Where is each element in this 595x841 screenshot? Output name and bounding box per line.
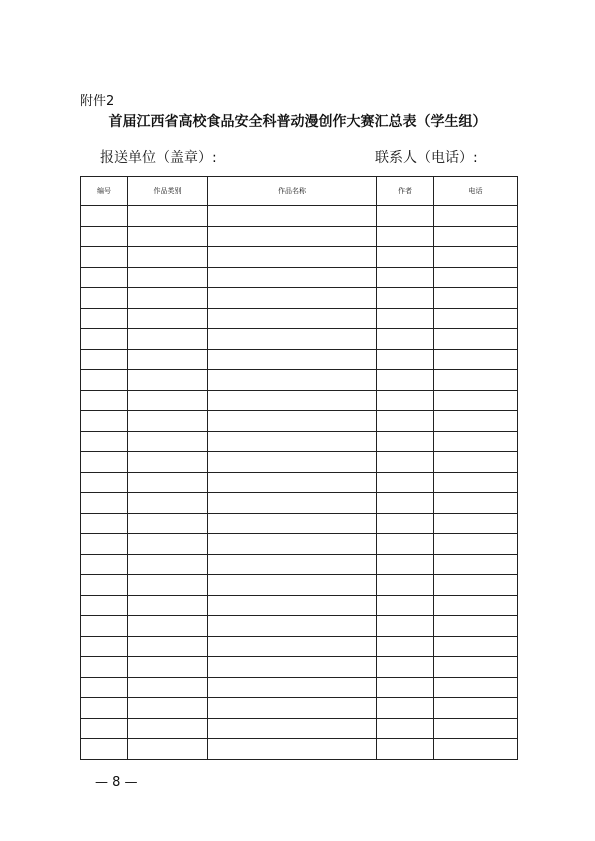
table-cell[interactable] xyxy=(208,226,377,247)
table-cell[interactable] xyxy=(128,677,208,698)
table-cell[interactable] xyxy=(434,247,518,268)
table-cell[interactable] xyxy=(434,226,518,247)
table-cell[interactable] xyxy=(128,636,208,657)
table-cell[interactable] xyxy=(208,554,377,575)
table-row xyxy=(81,575,518,596)
table-cell[interactable] xyxy=(434,616,518,637)
table-cell[interactable] xyxy=(208,308,377,329)
table-cell[interactable] xyxy=(377,411,434,432)
table-cell[interactable] xyxy=(128,226,208,247)
table-row xyxy=(81,308,518,329)
table-cell[interactable] xyxy=(128,493,208,514)
table-cell[interactable] xyxy=(208,452,377,473)
table-cell[interactable] xyxy=(81,206,128,227)
table-cell[interactable] xyxy=(128,431,208,452)
table-cell[interactable] xyxy=(128,739,208,760)
table-cell[interactable] xyxy=(81,411,128,432)
table-cell[interactable] xyxy=(128,390,208,411)
table-cell[interactable] xyxy=(81,616,128,637)
table-cell[interactable] xyxy=(128,554,208,575)
table-cell[interactable] xyxy=(81,349,128,370)
table-row xyxy=(81,226,518,247)
table-row xyxy=(81,431,518,452)
column-header-author: 作者 xyxy=(377,177,434,206)
table-cell[interactable] xyxy=(434,698,518,719)
table-header-row xyxy=(81,177,518,206)
table-row xyxy=(81,554,518,575)
table-cell[interactable] xyxy=(377,698,434,719)
table-cell[interactable] xyxy=(434,493,518,514)
table-cell[interactable] xyxy=(208,534,377,555)
table-cell[interactable] xyxy=(81,267,128,288)
table-cell[interactable] xyxy=(434,657,518,678)
table-cell[interactable] xyxy=(81,595,128,616)
table-cell[interactable] xyxy=(434,575,518,596)
column-header-number: 编号 xyxy=(81,177,128,206)
table-cell[interactable] xyxy=(208,329,377,350)
table-cell[interactable] xyxy=(434,370,518,391)
table-cell[interactable] xyxy=(434,308,518,329)
page-number: — 8 — xyxy=(95,775,138,790)
table-row xyxy=(81,390,518,411)
table-cell[interactable] xyxy=(128,329,208,350)
table-cell[interactable] xyxy=(434,677,518,698)
table-cell[interactable] xyxy=(208,267,377,288)
table-cell[interactable] xyxy=(208,616,377,637)
table-cell[interactable] xyxy=(434,513,518,534)
table-cell[interactable] xyxy=(208,411,377,432)
table-cell[interactable] xyxy=(81,431,128,452)
document-title: 首届江西省高校食品安全科普动漫创作大赛汇总表（学生组） xyxy=(108,114,487,130)
table-cell[interactable] xyxy=(128,370,208,391)
table-cell[interactable] xyxy=(377,349,434,370)
table-cell[interactable] xyxy=(208,636,377,657)
table-cell[interactable] xyxy=(128,718,208,739)
table-cell[interactable] xyxy=(377,739,434,760)
table-cell[interactable] xyxy=(434,452,518,473)
table-cell[interactable] xyxy=(208,575,377,596)
table-cell[interactable] xyxy=(81,493,128,514)
table-row xyxy=(81,349,518,370)
table-cell[interactable] xyxy=(377,636,434,657)
table-cell[interactable] xyxy=(377,616,434,637)
table-cell[interactable] xyxy=(81,472,128,493)
table-cell[interactable] xyxy=(128,452,208,473)
table-cell[interactable] xyxy=(128,206,208,227)
table-row xyxy=(81,513,518,534)
table-cell[interactable] xyxy=(208,247,377,268)
table-row xyxy=(81,493,518,514)
table-cell[interactable] xyxy=(208,677,377,698)
table-row xyxy=(81,718,518,739)
table-cell[interactable] xyxy=(208,739,377,760)
summary-table xyxy=(80,176,518,760)
table-cell[interactable] xyxy=(81,636,128,657)
table-cell[interactable] xyxy=(377,370,434,391)
table-cell[interactable] xyxy=(81,575,128,596)
table-cell[interactable] xyxy=(377,452,434,473)
table-cell[interactable] xyxy=(434,431,518,452)
table-cell[interactable] xyxy=(208,657,377,678)
table-cell[interactable] xyxy=(208,493,377,514)
table-cell[interactable] xyxy=(434,534,518,555)
table-cell[interactable] xyxy=(128,595,208,616)
table-cell[interactable] xyxy=(434,636,518,657)
table-cell[interactable] xyxy=(377,308,434,329)
table-row xyxy=(81,370,518,391)
table-cell[interactable] xyxy=(128,657,208,678)
table-cell[interactable] xyxy=(434,554,518,575)
table-cell[interactable] xyxy=(81,247,128,268)
table-cell[interactable] xyxy=(208,513,377,534)
table-cell[interactable] xyxy=(434,349,518,370)
table-row xyxy=(81,329,518,350)
table-row xyxy=(81,247,518,268)
table-cell[interactable] xyxy=(208,370,377,391)
table-cell[interactable] xyxy=(377,267,434,288)
table-cell[interactable] xyxy=(128,616,208,637)
table-cell[interactable] xyxy=(434,390,518,411)
table-cell[interactable] xyxy=(81,308,128,329)
table-cell[interactable] xyxy=(81,657,128,678)
table-cell[interactable] xyxy=(377,718,434,739)
table-cell[interactable] xyxy=(377,677,434,698)
column-header-work-name: 作品名称 xyxy=(208,177,377,206)
table-cell[interactable] xyxy=(434,411,518,432)
table-cell[interactable] xyxy=(208,698,377,719)
column-header-phone: 电话 xyxy=(434,177,518,206)
table-cell[interactable] xyxy=(208,288,377,309)
table-cell[interactable] xyxy=(81,329,128,350)
table-cell[interactable] xyxy=(208,595,377,616)
table-cell[interactable] xyxy=(434,739,518,760)
table-cell[interactable] xyxy=(434,206,518,227)
table-cell[interactable] xyxy=(128,534,208,555)
table-cell[interactable] xyxy=(377,595,434,616)
table-cell[interactable] xyxy=(128,513,208,534)
table-cell[interactable] xyxy=(128,698,208,719)
table-cell[interactable] xyxy=(377,329,434,350)
table-cell[interactable] xyxy=(128,411,208,432)
table-row xyxy=(81,472,518,493)
submit-unit-label: 报送单位（盖章）: xyxy=(100,150,217,166)
table-cell[interactable] xyxy=(208,349,377,370)
table-cell[interactable] xyxy=(377,247,434,268)
table-cell[interactable] xyxy=(128,288,208,309)
table-row xyxy=(81,267,518,288)
contact-label: 联系人（电话）: xyxy=(375,150,478,166)
table-cell[interactable] xyxy=(208,206,377,227)
table-cell[interactable] xyxy=(377,206,434,227)
column-header-category: 作品类别 xyxy=(128,177,208,206)
table-cell[interactable] xyxy=(377,288,434,309)
table-cell[interactable] xyxy=(128,472,208,493)
table-cell[interactable] xyxy=(208,718,377,739)
table-cell[interactable] xyxy=(81,452,128,473)
table-row xyxy=(81,616,518,637)
table-cell[interactable] xyxy=(434,718,518,739)
table-cell[interactable] xyxy=(377,431,434,452)
table-row xyxy=(81,677,518,698)
table-cell[interactable] xyxy=(208,472,377,493)
table-cell[interactable] xyxy=(81,718,128,739)
table-row xyxy=(81,657,518,678)
table-body xyxy=(81,206,518,760)
table-cell[interactable] xyxy=(81,226,128,247)
table-cell[interactable] xyxy=(377,554,434,575)
table-cell[interactable] xyxy=(377,390,434,411)
table-cell[interactable] xyxy=(81,534,128,555)
table-cell[interactable] xyxy=(377,472,434,493)
table-cell[interactable] xyxy=(81,739,128,760)
table-cell[interactable] xyxy=(377,534,434,555)
table-cell[interactable] xyxy=(434,288,518,309)
table-cell[interactable] xyxy=(377,575,434,596)
table-cell[interactable] xyxy=(81,513,128,534)
table-row xyxy=(81,534,518,555)
table-row xyxy=(81,595,518,616)
table-row xyxy=(81,206,518,227)
table-cell[interactable] xyxy=(377,657,434,678)
table-row xyxy=(81,739,518,760)
table-row xyxy=(81,698,518,719)
table-cell[interactable] xyxy=(81,370,128,391)
table-cell[interactable] xyxy=(128,308,208,329)
table-cell[interactable] xyxy=(377,493,434,514)
attachment-label: 附件2 xyxy=(80,94,115,109)
table-cell[interactable] xyxy=(128,267,208,288)
table-cell[interactable] xyxy=(377,513,434,534)
table-cell[interactable] xyxy=(81,288,128,309)
table-cell[interactable] xyxy=(434,472,518,493)
table-cell[interactable] xyxy=(377,226,434,247)
table-cell[interactable] xyxy=(434,595,518,616)
table-cell[interactable] xyxy=(208,390,377,411)
table-row xyxy=(81,452,518,473)
table-row xyxy=(81,636,518,657)
table-row xyxy=(81,411,518,432)
table-cell[interactable] xyxy=(434,267,518,288)
table-row xyxy=(81,288,518,309)
table-cell[interactable] xyxy=(128,575,208,596)
table-cell[interactable] xyxy=(208,431,377,452)
table-cell[interactable] xyxy=(81,698,128,719)
table-cell[interactable] xyxy=(128,349,208,370)
table-cell[interactable] xyxy=(81,677,128,698)
table-cell[interactable] xyxy=(81,390,128,411)
table-cell[interactable] xyxy=(434,329,518,350)
table-cell[interactable] xyxy=(128,247,208,268)
table-cell[interactable] xyxy=(81,554,128,575)
